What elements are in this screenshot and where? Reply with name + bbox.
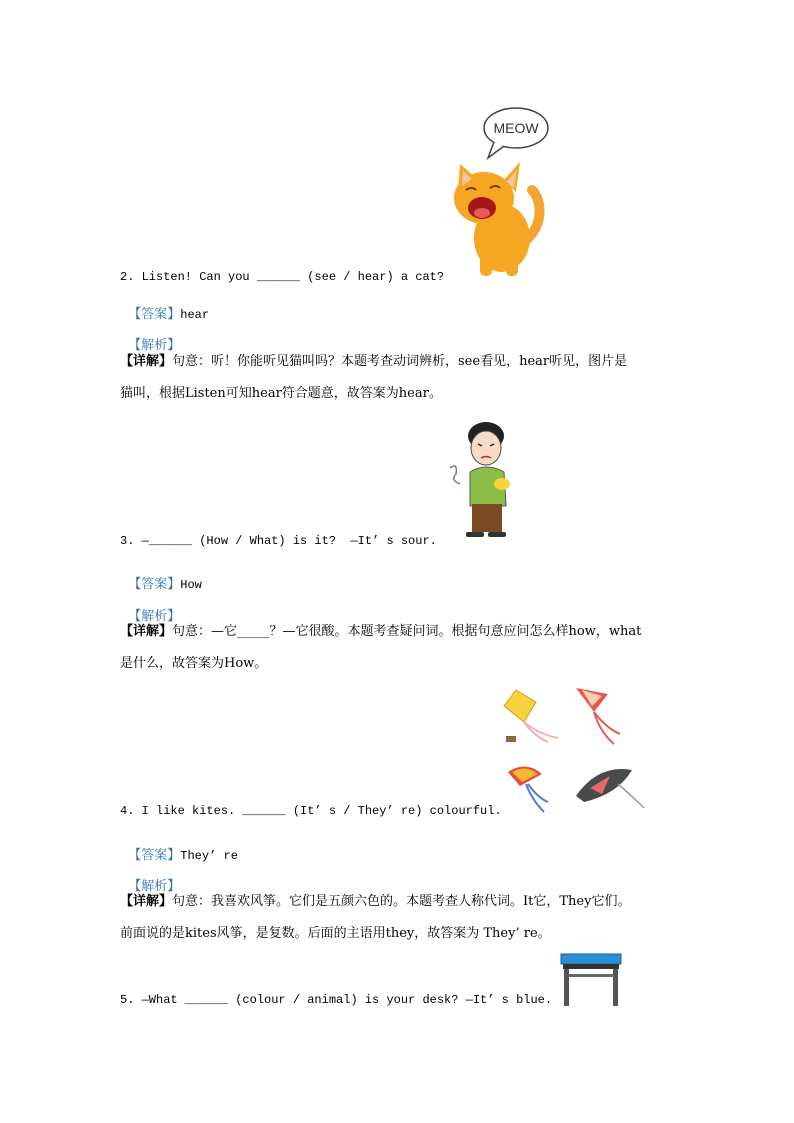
detail-tag: 【详解】	[120, 624, 173, 639]
meowing-cat-illustration	[444, 100, 556, 278]
answer-3-row	[120, 561, 202, 593]
question-4: 4. I like kites. ______ (It’ s / They’ re) colourful.	[120, 804, 502, 818]
kites-illustration	[498, 684, 648, 818]
detail-4-line-2: 前面说的是kites风筝，是复数。后面的主语用they，故答案为 They’ re。	[120, 926, 551, 941]
analysis-tag: 【解析】	[128, 879, 181, 894]
answer-3-value: How	[180, 578, 202, 592]
answer-2-value: hear	[180, 308, 210, 322]
answer-2-row	[120, 291, 209, 323]
meow-text: MEOW	[493, 120, 539, 136]
detail-3-line-1: 句意：—它_____？—它很酸。本题考查疑问词。根据句意应问怎么样how，what	[172, 624, 642, 639]
detail-4-line-1: 句意：我喜欢风筝。它们是五颜六色的。本题考查人称代词。It它，They它们。	[172, 894, 631, 909]
detail-tag: 【详解】	[120, 894, 173, 909]
question-5: 5. —What ______ (colour / animal) is your desk? —It’ s blue.	[120, 993, 553, 1007]
analysis-tag: 【解析】	[128, 609, 181, 624]
blue-desk-illustration	[560, 952, 622, 1008]
detail-3	[120, 616, 676, 680]
sour-face-man-illustration	[446, 418, 518, 540]
question-2: 2. Listen! Can you ______ (see / hear) a cat?	[120, 270, 445, 284]
detail-4	[120, 886, 676, 950]
detail-3-line-2: 是什么，故答案为How。	[120, 656, 268, 671]
analysis-tag: 【解析】	[128, 338, 181, 353]
detail-2	[120, 346, 676, 410]
question-3: 3. —______ (How / What) is it? —It’ s sour.	[120, 534, 437, 548]
answer-4-value: They’ re	[180, 849, 238, 863]
answer-tag: 【答案】	[128, 848, 181, 863]
answer-tag: 【答案】	[128, 307, 181, 322]
detail-2-line-1: 句意：听！你能听见猫叫吗？本题考查动词辨析，see看见，hear听见，图片是	[172, 354, 628, 369]
answer-4-row	[120, 832, 238, 864]
detail-2-line-2: 猫叫，根据Listen可知hear符合题意，故答案为hear。	[120, 386, 442, 401]
answer-tag: 【答案】	[128, 577, 181, 592]
detail-tag: 【详解】	[120, 354, 173, 369]
